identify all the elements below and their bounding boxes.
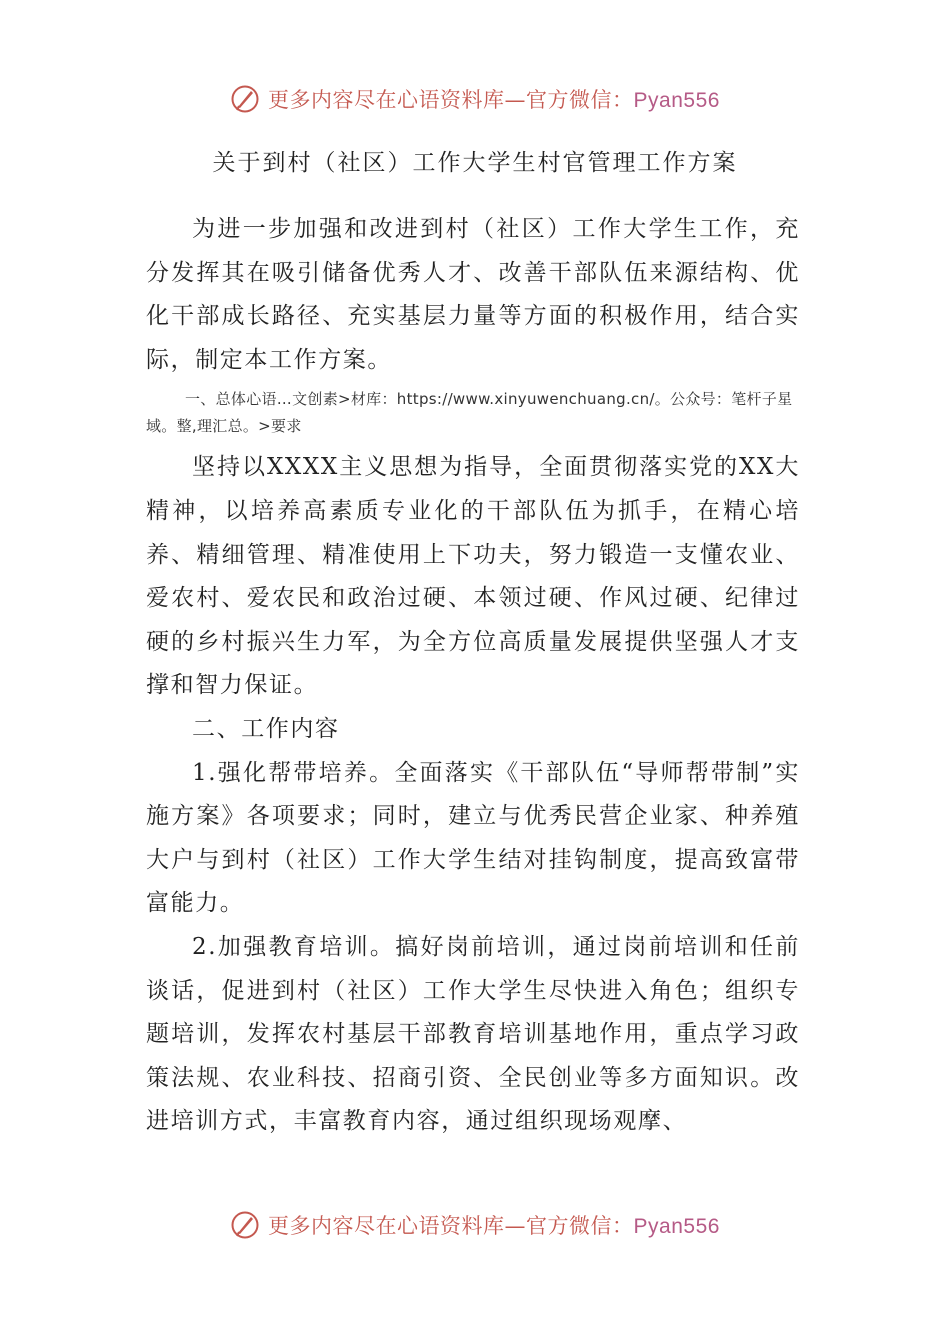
- header-banner: [0, 84, 950, 114]
- footer-banner: [0, 1210, 950, 1240]
- banner-wechat-label: 官方微信：: [526, 88, 634, 112]
- banner-wechat-id: Pyan556: [633, 1215, 720, 1238]
- banner-dash: —: [504, 88, 527, 112]
- banner-dash: —: [504, 1214, 527, 1238]
- document-title: 关于到村（社区）工作大学生村官管理工作方案: [212, 150, 738, 176]
- quill-pen-logo-icon: [230, 84, 260, 114]
- section2-heading: 二、工作内容: [192, 715, 340, 742]
- banner-wechat-label: 官方微信：: [526, 1214, 634, 1238]
- item2-paragraph: 2.加强教育培训。搞好岗前培训，通过岗前培训和任前谈话，促进到村（社区）工作大学生尽快进入角色；组织专题培训，发挥农村基层干部教育培训基地作用，重点学习政策法规、农业科技、招商引资、全民创业等多方面知识。改进培训方式，丰富教育内容，通过组织现场观摩、: [146, 933, 800, 1135]
- section1-heading-note: 一、总体心语…文创素>材库：https://www.xinyuwenchuang.cn/。公众号：笔杆子星域。整,理汇总。>要求: [146, 390, 793, 436]
- document-body: [146, 208, 800, 1144]
- intro-paragraph: 为进一步加强和改进到村（社区）工作大学生工作，充分发挥其在吸引储备优秀人才、改善干部队伍来源结构、优化干部成长路径、充实基层力量等方面的积极作用，结合实际，制定本工作方案。: [146, 216, 800, 373]
- banner-text: [268, 84, 720, 114]
- quill-pen-logo-icon: [230, 1210, 260, 1240]
- banner-main-text: 更多内容尽在心语资料库: [268, 1214, 505, 1238]
- banner-wechat-id: Pyan556: [633, 89, 720, 112]
- banner-main-text: 更多内容尽在心语资料库: [268, 88, 505, 112]
- banner-text: [268, 1210, 720, 1240]
- item1-paragraph: 1.强化帮带培养。全面落实《干部队伍“导师帮带制”实施方案》各项要求；同时，建立与优秀民营企业家、种养殖大户与到村（社区）工作大学生结对挂钩制度，提高致富带富能力。: [146, 759, 800, 917]
- section1-paragraph: 坚持以XXXX主义思想为指导，全面贯彻落实党的XX大精神，以培养高素质专业化的干部队伍为抓手，在精心培养、精细管理、精准使用上下功夫，努力锻造一支懂农业、爱农村、爱农民和政治过硬、本领过硬、作风过硬、纪律过硬的乡村振兴生力军，为全方位高质量发展提供坚强人才支撑和智力保证。: [146, 454, 800, 699]
